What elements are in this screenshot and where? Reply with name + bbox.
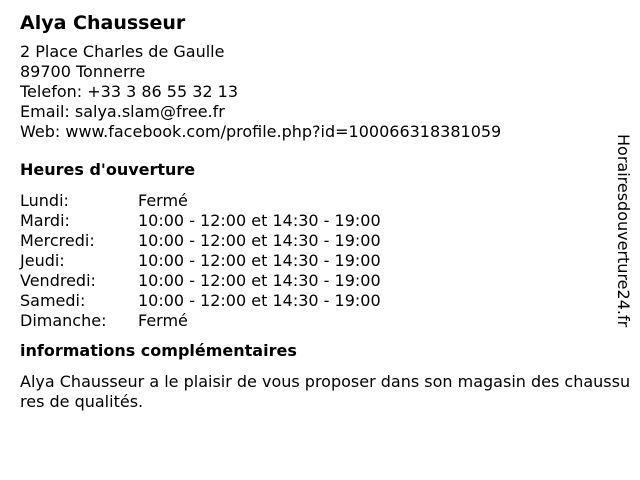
email-address[interactable]: Email: salya.slam@free.fr <box>20 102 225 121</box>
day-hours: Fermé <box>138 191 188 210</box>
hours-row-monday <box>20 191 610 211</box>
hours-row-thursday <box>20 251 610 271</box>
business-name: Alya Chausseur <box>20 12 186 34</box>
additional-info-heading: informations complémentaires <box>20 341 297 360</box>
hours-row-sunday <box>20 311 610 331</box>
hours-row-tuesday <box>20 211 610 231</box>
address-line-1: 2 Place Charles de Gaulle <box>20 42 225 61</box>
day-label: Samedi: <box>20 291 86 310</box>
day-hours: 10:00 - 12:00 et 14:30 - 19:00 <box>138 231 381 250</box>
day-label: Vendredi: <box>20 271 96 290</box>
site-watermark: Horairesdouverture24.fr <box>614 134 633 328</box>
phone-number[interactable]: Telefon: +33 3 86 55 32 13 <box>20 82 239 101</box>
opening-hours-table <box>20 191 610 331</box>
additional-info-text: Alya Chausseur a le plaisir de vous proposer dans son magasin des chaussures de qualités. <box>20 372 631 411</box>
opening-hours-heading: Heures d'ouverture <box>20 160 196 179</box>
address-line-2: 89700 Tonnerre <box>20 62 146 81</box>
hours-row-friday <box>20 271 610 291</box>
day-label: Lundi: <box>20 191 69 210</box>
day-hours: 10:00 - 12:00 et 14:30 - 19:00 <box>138 291 381 310</box>
day-hours: 10:00 - 12:00 et 14:30 - 19:00 <box>138 271 381 290</box>
day-label: Jeudi: <box>20 251 65 270</box>
day-label: Dimanche: <box>20 311 107 330</box>
hours-row-saturday <box>20 291 610 311</box>
day-hours: 10:00 - 12:00 et 14:30 - 19:00 <box>138 211 381 230</box>
day-label: Mardi: <box>20 211 70 230</box>
hours-row-wednesday <box>20 231 610 251</box>
day-label: Mercredi: <box>20 231 95 250</box>
day-hours: Fermé <box>138 311 188 330</box>
website-link[interactable]: Web: www.facebook.com/profile.php?id=100066318381059 <box>20 122 502 141</box>
day-hours: 10:00 - 12:00 et 14:30 - 19:00 <box>138 251 381 270</box>
